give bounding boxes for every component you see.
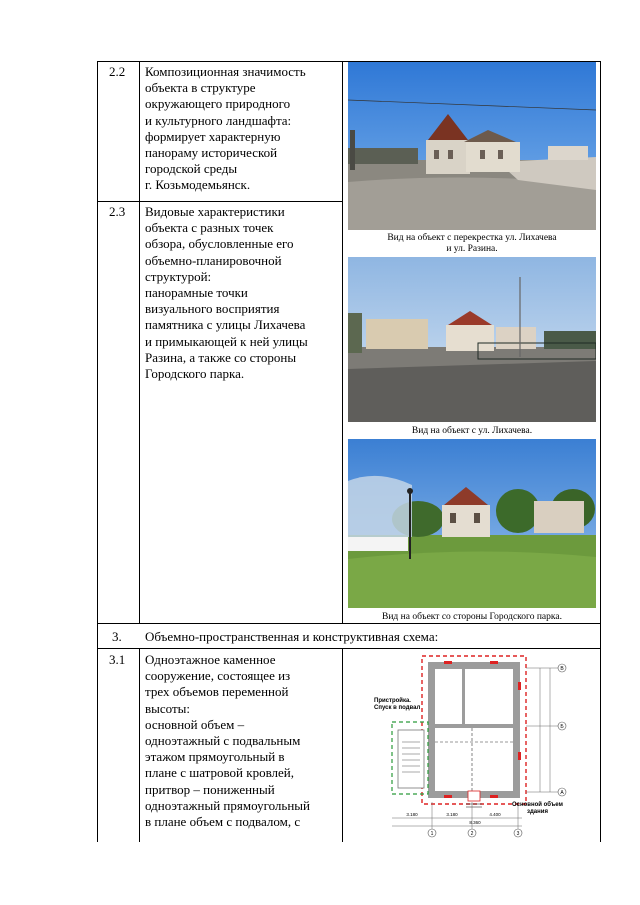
table-border-right	[600, 61, 601, 842]
col-divider-2-lower	[342, 648, 343, 842]
section-title: Объемно-пространственная и конструктивная схема:	[145, 629, 439, 644]
dimension-label: 3.180	[446, 812, 458, 817]
row-divider-3	[97, 623, 601, 624]
axis-letter: Б	[560, 724, 564, 730]
row-number: 3.1	[109, 652, 126, 667]
photo-caption: Вид на объект с ул. Лихачева.	[411, 426, 533, 436]
row-text: Видовые характеристики объекта с разных точек обзора, обусловленные его объемно-планировочной структурой: панорамные точки визуального восприятия памятника с улицы Лихачева и примыкающей к ней улицы Разина, а также со стороны Городского парка.	[145, 204, 308, 382]
row-number: 2.2	[109, 64, 126, 79]
row-divider-2-2	[97, 201, 343, 202]
floor-plan-drawing	[372, 652, 570, 838]
row-divider-3-1	[97, 648, 601, 649]
dimension-label: 4.400	[489, 812, 501, 817]
col-divider-1-lower	[139, 648, 140, 842]
photo-likhacheva-view	[348, 257, 596, 422]
photo-park-view	[348, 439, 596, 608]
table-border-left	[97, 61, 98, 842]
photo-caption: Вид на объект со стороны Городского парка.	[382, 612, 562, 622]
col-divider-1-upper	[139, 61, 140, 623]
axis-number: 3	[516, 831, 520, 837]
axis-number: 2	[470, 831, 474, 837]
col-divider-2-upper	[342, 61, 343, 623]
axis-letter: А	[560, 790, 564, 796]
row-number: 2.3	[109, 204, 126, 219]
row-text: Одноэтажное каменное сооружение, состоящее из трех объемов переменной высоты: основной объем – одноэтажный с подвальным этажом прямоугольный в плане с шатровой кровлей, притвор – пониженный одноэтажный прямоугольный в плане объем с подвалом, с	[145, 652, 310, 830]
row-text: Композиционная значимость объекта в структуре окружающего природного и культурного ландшафта: формирует характерную панораму исторической городской среды г. Козьмодемьянск.	[145, 64, 306, 193]
photo-caption: Вид на объект с перекрестка ул. Лихачева и ул. Разина.	[387, 233, 557, 254]
dimension-label: 8.360	[469, 820, 481, 825]
section-number: 3.	[112, 629, 122, 644]
axis-letter: В	[560, 666, 564, 672]
photo-crossroads-view	[348, 62, 596, 230]
main-volume-label: Основной объем здания	[512, 802, 563, 815]
dimension-label: 3.180	[406, 812, 418, 817]
axis-number: 1	[430, 831, 434, 837]
annex-label: Пристройка. Спуск в подвал	[374, 698, 421, 711]
